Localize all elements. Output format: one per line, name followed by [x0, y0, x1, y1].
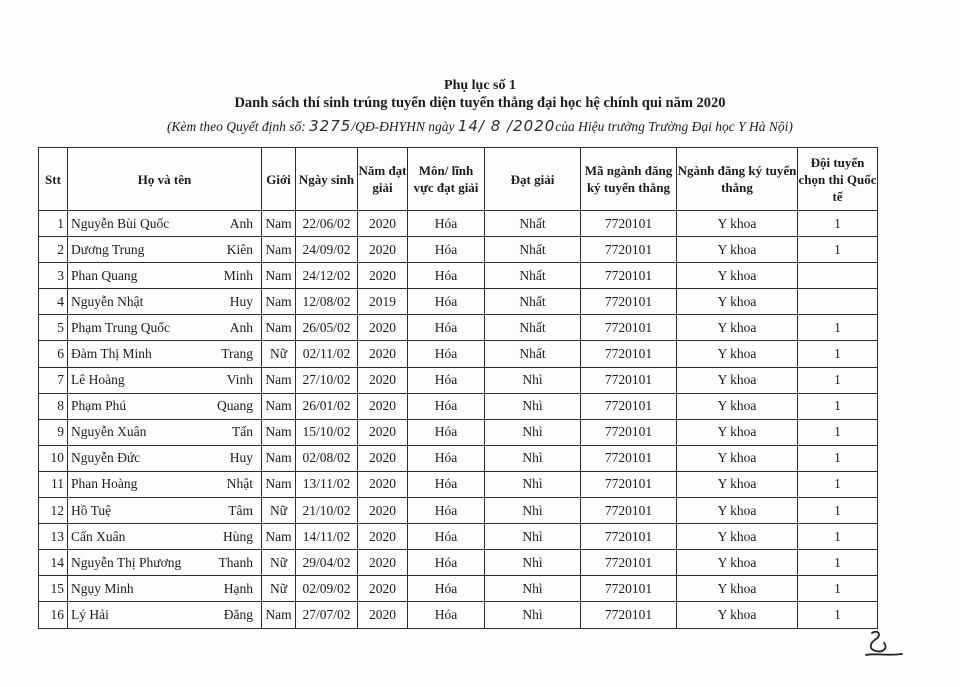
table-row: [39, 341, 878, 367]
row-intl-team: 1: [798, 237, 878, 263]
row-prize: Nhì: [485, 498, 581, 524]
row-stt: 12: [39, 498, 68, 524]
row-major: Y khoa: [677, 315, 798, 341]
row-year: 2020: [358, 211, 408, 237]
row-family-name: Đàm Thị Minh: [71, 346, 152, 362]
row-family-name: Phan Hoàng: [71, 476, 138, 492]
row-major: Y khoa: [677, 341, 798, 367]
row-major-code: 7720101: [581, 289, 677, 315]
row-year: 2019: [358, 289, 408, 315]
row-family-name: Phan Quang: [71, 267, 138, 283]
row-family-name: Nguyễn Nhật: [71, 293, 144, 309]
row-given-name: Nhật: [226, 476, 253, 492]
row-gender: Nữ: [262, 341, 296, 367]
row-subject: Hóa: [408, 315, 485, 341]
row-major: Y khoa: [677, 498, 798, 524]
row-stt: 3: [39, 263, 68, 289]
row-stt: 7: [39, 367, 68, 393]
row-prize: Nhất: [485, 237, 581, 263]
row-intl-team: 1: [798, 211, 878, 237]
row-intl-team: 1: [798, 315, 878, 341]
table-header-row: [39, 148, 878, 211]
subtitle-suffix: của Hiệu trưởng Trường Đại học Y Hà Nội): [555, 119, 793, 134]
row-gender: Nam: [262, 237, 296, 263]
row-given-name: Thanh: [218, 554, 253, 570]
row-major-code: 7720101: [581, 419, 677, 445]
row-year: 2020: [358, 315, 408, 341]
row-intl-team: 1: [798, 576, 878, 602]
row-name: [68, 445, 262, 471]
table-row: [39, 524, 878, 550]
row-major: Y khoa: [677, 237, 798, 263]
col-name: Họ và tên: [68, 148, 262, 211]
row-gender: Nam: [262, 602, 296, 628]
row-family-name: Ngụy Minh: [71, 580, 134, 596]
row-major: Y khoa: [677, 393, 798, 419]
row-gender: Nam: [262, 393, 296, 419]
row-prize: Nhì: [485, 393, 581, 419]
row-dob: 13/11/02: [296, 471, 358, 497]
col-subject: Môn/ lĩnh vực đạt giải: [408, 148, 485, 211]
row-stt: 16: [39, 602, 68, 628]
row-year: 2020: [358, 341, 408, 367]
row-name: [68, 471, 262, 497]
row-year: 2020: [358, 550, 408, 576]
table-row: [39, 263, 878, 289]
table-row: [39, 445, 878, 471]
row-dob: 26/05/02: [296, 315, 358, 341]
row-gender: Nam: [262, 263, 296, 289]
table-row: [39, 211, 878, 237]
row-major-code: 7720101: [581, 498, 677, 524]
row-given-name: Anh: [229, 215, 253, 231]
row-given-name: Hạnh: [223, 580, 253, 596]
appendix-label: Phụ lục số 1: [444, 78, 516, 93]
row-prize: Nhì: [485, 550, 581, 576]
row-major: Y khoa: [677, 289, 798, 315]
row-name: [68, 315, 262, 341]
col-dob: Ngày sinh: [296, 148, 358, 211]
row-dob: 21/10/02: [296, 498, 358, 524]
row-name: [68, 498, 262, 524]
row-major-code: 7720101: [581, 471, 677, 497]
row-dob: 12/08/02: [296, 289, 358, 315]
row-gender: Nam: [262, 289, 296, 315]
row-stt: 2: [39, 237, 68, 263]
row-given-name: Minh: [223, 267, 253, 283]
row-gender: Nam: [262, 419, 296, 445]
row-major: Y khoa: [677, 211, 798, 237]
row-stt: 15: [39, 576, 68, 602]
row-prize: Nhì: [485, 419, 581, 445]
col-year: Năm đạt giải: [358, 148, 408, 211]
row-prize: Nhì: [485, 367, 581, 393]
document-subtitle: [0, 117, 960, 135]
row-name: [68, 550, 262, 576]
row-gender: Nam: [262, 315, 296, 341]
row-major-code: 7720101: [581, 550, 677, 576]
row-subject: Hóa: [408, 524, 485, 550]
row-year: 2020: [358, 393, 408, 419]
row-stt: 11: [39, 471, 68, 497]
row-dob: 15/10/02: [296, 419, 358, 445]
row-family-name: Nguyễn Thị Phương: [71, 554, 182, 570]
col-intl-team: Đội tuyển chọn thi Quốc tế: [798, 148, 878, 211]
row-given-name: Đăng: [223, 606, 253, 622]
row-major-code: 7720101: [581, 263, 677, 289]
row-prize: Nhì: [485, 471, 581, 497]
row-dob: 27/07/02: [296, 602, 358, 628]
row-subject: Hóa: [408, 237, 485, 263]
row-given-name: Huy: [229, 293, 253, 309]
row-subject: Hóa: [408, 445, 485, 471]
row-major: Y khoa: [677, 471, 798, 497]
row-major: Y khoa: [677, 263, 798, 289]
table-row: [39, 393, 878, 419]
row-year: 2020: [358, 263, 408, 289]
signature-mark: [858, 625, 908, 665]
row-intl-team: 1: [798, 445, 878, 471]
row-year: 2020: [358, 576, 408, 602]
row-gender: Nữ: [262, 550, 296, 576]
table-row: [39, 602, 878, 628]
row-prize: Nhất: [485, 315, 581, 341]
col-major: Ngành đăng ký tuyển thẳng: [677, 148, 798, 211]
row-year: 2020: [358, 419, 408, 445]
row-dob: 27/10/02: [296, 367, 358, 393]
row-name: [68, 211, 262, 237]
row-gender: Nam: [262, 367, 296, 393]
row-subject: Hóa: [408, 393, 485, 419]
row-gender: Nữ: [262, 576, 296, 602]
row-year: 2020: [358, 367, 408, 393]
row-gender: Nam: [262, 445, 296, 471]
table-row: [39, 367, 878, 393]
row-dob: 24/12/02: [296, 263, 358, 289]
row-intl-team: 1: [798, 367, 878, 393]
row-major: Y khoa: [677, 367, 798, 393]
row-intl-team: [798, 263, 878, 289]
row-major-code: 7720101: [581, 211, 677, 237]
row-subject: Hóa: [408, 576, 485, 602]
row-family-name: Lê Hoàng: [71, 372, 125, 388]
row-family-name: Nguyễn Xuân: [71, 424, 147, 440]
row-given-name: Vinh: [226, 372, 253, 388]
row-major: Y khoa: [677, 550, 798, 576]
row-dob: 02/08/02: [296, 445, 358, 471]
row-dob: 24/09/02: [296, 237, 358, 263]
row-prize: Nhất: [485, 341, 581, 367]
row-name: [68, 576, 262, 602]
row-subject: Hóa: [408, 367, 485, 393]
row-prize: Nhì: [485, 576, 581, 602]
row-major-code: 7720101: [581, 524, 677, 550]
subtitle-mid: /QĐ-ĐHYHN ngày: [351, 119, 458, 134]
table-row: [39, 315, 878, 341]
row-major: Y khoa: [677, 576, 798, 602]
subtitle-prefix: (Kèm theo Quyết định số:: [167, 119, 310, 134]
table-row: [39, 550, 878, 576]
col-major-code: Mã ngành đăng ký tuyển thẳng: [581, 148, 677, 211]
row-given-name: Quang: [217, 398, 253, 414]
row-year: 2020: [358, 602, 408, 628]
row-major: Y khoa: [677, 445, 798, 471]
col-gender: Giới: [262, 148, 296, 211]
row-major-code: 7720101: [581, 341, 677, 367]
table-row: [39, 471, 878, 497]
row-major: Y khoa: [677, 602, 798, 628]
row-dob: 02/11/02: [296, 341, 358, 367]
row-intl-team: 1: [798, 471, 878, 497]
row-stt: 8: [39, 393, 68, 419]
row-year: 2020: [358, 237, 408, 263]
row-subject: Hóa: [408, 498, 485, 524]
table-row: [39, 419, 878, 445]
row-prize: Nhất: [485, 263, 581, 289]
row-family-name: Phạm Trung Quốc: [71, 319, 171, 335]
row-intl-team: 1: [798, 341, 878, 367]
row-family-name: Phạm Phú: [71, 398, 127, 414]
table-row: [39, 498, 878, 524]
row-intl-team: 1: [798, 393, 878, 419]
row-family-name: Nguyễn Đức: [71, 450, 141, 466]
row-family-name: Nguyễn Bùi Quốc: [71, 215, 170, 231]
row-prize: Nhất: [485, 289, 581, 315]
decision-number: 3275: [309, 117, 352, 135]
row-family-name: Dương Trung: [71, 241, 145, 257]
col-stt: Stt: [39, 148, 68, 211]
row-subject: Hóa: [408, 471, 485, 497]
row-gender: Nam: [262, 524, 296, 550]
row-given-name: Hùng: [223, 528, 253, 544]
row-given-name: Anh: [229, 319, 253, 335]
row-major-code: 7720101: [581, 445, 677, 471]
row-year: 2020: [358, 524, 408, 550]
row-family-name: Cấn Xuân: [71, 528, 126, 544]
row-subject: Hóa: [408, 419, 485, 445]
row-stt: 1: [39, 211, 68, 237]
row-major-code: 7720101: [581, 576, 677, 602]
row-subject: Hóa: [408, 550, 485, 576]
row-prize: Nhì: [485, 602, 581, 628]
row-name: [68, 524, 262, 550]
decision-date: 14/ 8 /2020: [457, 117, 556, 135]
row-intl-team: 1: [798, 419, 878, 445]
row-prize: Nhất: [485, 211, 581, 237]
row-intl-team: 1: [798, 524, 878, 550]
row-subject: Hóa: [408, 602, 485, 628]
row-subject: Hóa: [408, 263, 485, 289]
row-dob: 02/09/02: [296, 576, 358, 602]
row-subject: Hóa: [408, 289, 485, 315]
row-intl-team: [798, 289, 878, 315]
row-gender: Nam: [262, 471, 296, 497]
row-subject: Hóa: [408, 211, 485, 237]
row-major-code: 7720101: [581, 602, 677, 628]
col-prize: Đạt giải: [485, 148, 581, 211]
table-row: [39, 289, 878, 315]
row-name: [68, 602, 262, 628]
row-stt: 5: [39, 315, 68, 341]
row-major: Y khoa: [677, 419, 798, 445]
row-stt: 10: [39, 445, 68, 471]
row-name: [68, 367, 262, 393]
row-year: 2020: [358, 471, 408, 497]
row-dob: 14/11/02: [296, 524, 358, 550]
row-stt: 14: [39, 550, 68, 576]
row-major-code: 7720101: [581, 237, 677, 263]
row-dob: 26/01/02: [296, 393, 358, 419]
row-given-name: Tấn: [232, 424, 253, 440]
row-gender: Nam: [262, 211, 296, 237]
row-year: 2020: [358, 498, 408, 524]
row-name: [68, 393, 262, 419]
row-given-name: Tâm: [228, 502, 253, 518]
row-family-name: Lý Hải: [71, 606, 109, 622]
table-row: [39, 576, 878, 602]
row-stt: 9: [39, 419, 68, 445]
row-name: [68, 341, 262, 367]
row-name: [68, 419, 262, 445]
row-subject: Hóa: [408, 341, 485, 367]
row-major-code: 7720101: [581, 315, 677, 341]
row-major: Y khoa: [677, 524, 798, 550]
row-stt: 6: [39, 341, 68, 367]
candidate-table: [38, 147, 878, 629]
row-dob: 29/04/02: [296, 550, 358, 576]
row-given-name: Huy: [229, 450, 253, 466]
document-title: Danh sách thí sinh trúng tuyển diện tuyển thẳng đại học hệ chính qui năm 2020: [234, 95, 726, 111]
row-family-name: Hồ Tuệ: [71, 502, 112, 518]
row-name: [68, 289, 262, 315]
row-intl-team: 1: [798, 602, 878, 628]
row-gender: Nữ: [262, 498, 296, 524]
row-name: [68, 237, 262, 263]
row-prize: Nhì: [485, 524, 581, 550]
row-stt: 13: [39, 524, 68, 550]
row-dob: 22/06/02: [296, 211, 358, 237]
table-row: [39, 237, 878, 263]
row-given-name: Kiên: [226, 241, 253, 257]
row-major-code: 7720101: [581, 393, 677, 419]
row-major-code: 7720101: [581, 367, 677, 393]
row-name: [68, 263, 262, 289]
row-stt: 4: [39, 289, 68, 315]
row-intl-team: 1: [798, 550, 878, 576]
row-year: 2020: [358, 445, 408, 471]
row-intl-team: 1: [798, 498, 878, 524]
row-prize: Nhì: [485, 445, 581, 471]
row-given-name: Trang: [221, 346, 253, 362]
